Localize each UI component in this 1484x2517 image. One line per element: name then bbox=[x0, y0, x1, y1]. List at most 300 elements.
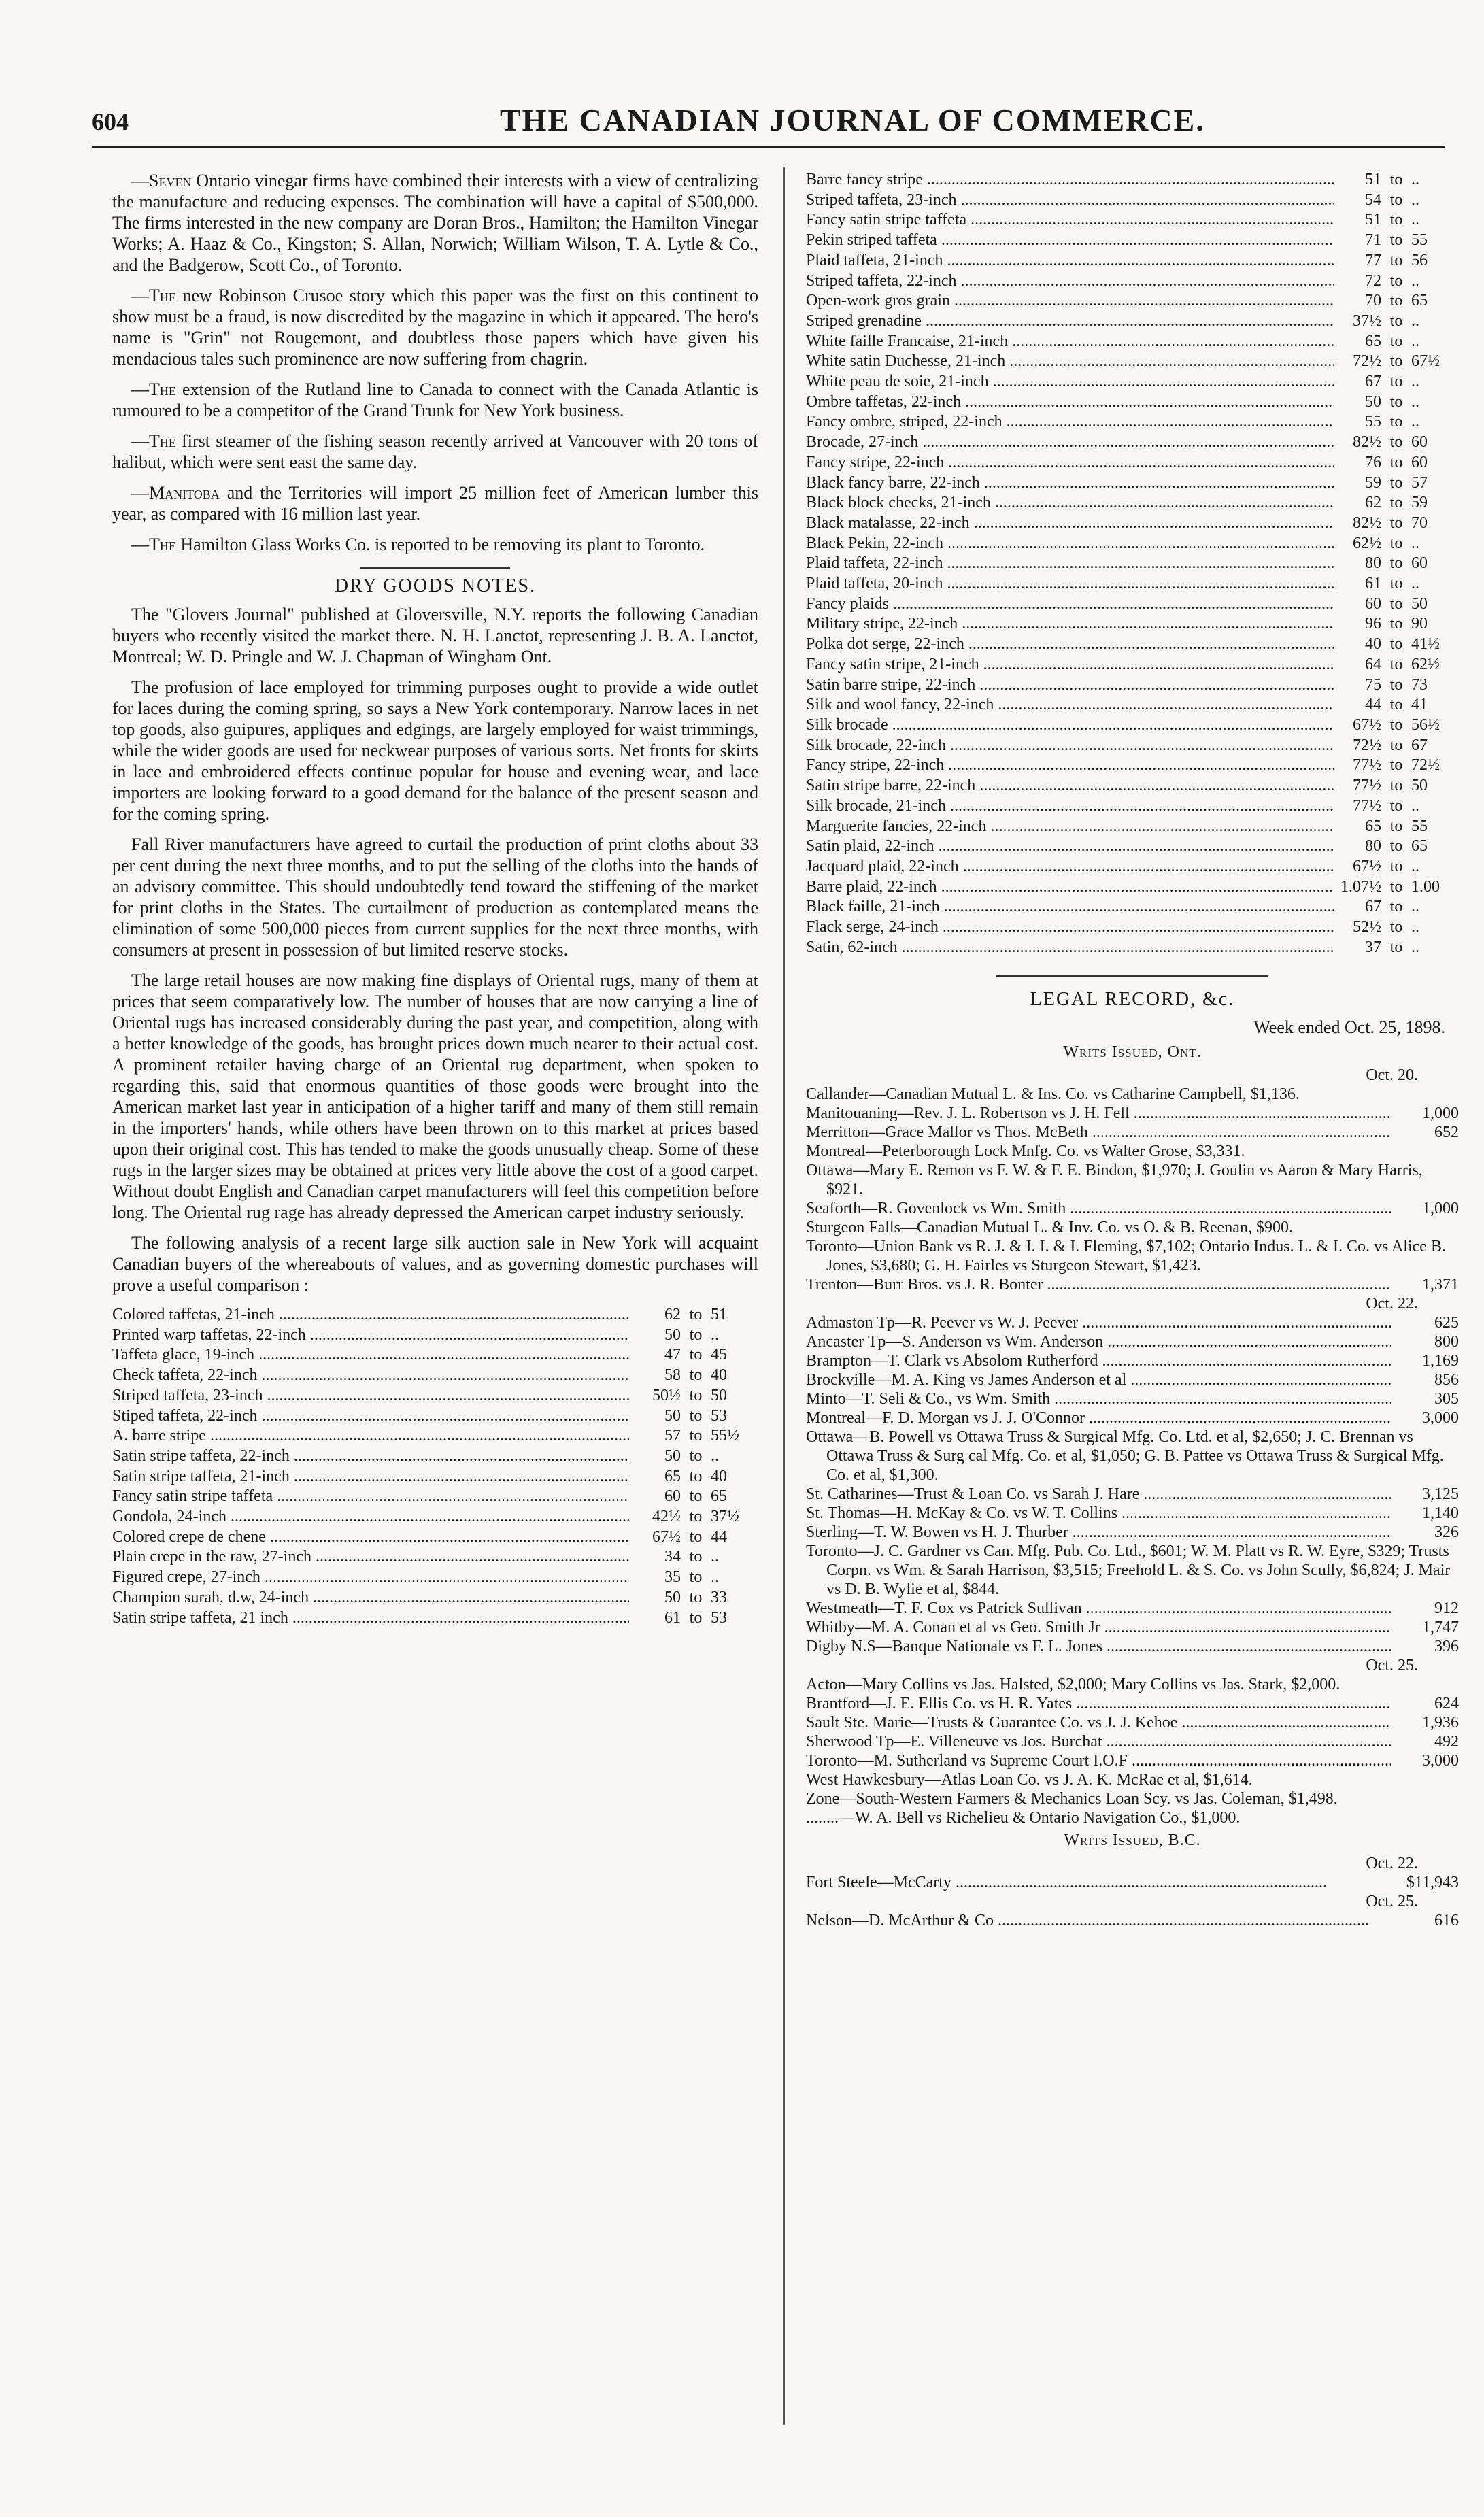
price-row bbox=[806, 493, 1459, 513]
legal-record bbox=[806, 1808, 1459, 1827]
price-row bbox=[806, 372, 1459, 392]
legal-record bbox=[806, 1694, 1459, 1713]
price-high: .. bbox=[1411, 938, 1459, 958]
right-column bbox=[806, 170, 1459, 1930]
record-amount: 624 bbox=[1391, 1694, 1459, 1713]
week-ended: Week ended Oct. 25, 1898. bbox=[1253, 1017, 1445, 1038]
price-row bbox=[112, 1447, 758, 1467]
fabric-name: Satin stripe taffeta, 21 inch ..... bbox=[112, 1608, 629, 1629]
price-low: 51 bbox=[1334, 210, 1381, 231]
record-date: Oct. 22. bbox=[1366, 1855, 1418, 1873]
price-to: to bbox=[1381, 594, 1411, 615]
fabric-name: Silk brocade ..... bbox=[806, 715, 1334, 736]
price-high: 44 bbox=[711, 1527, 758, 1548]
record-text: West Hawkesbury—Atlas Loan Co. vs J. A. K. McRae et al, $1,614. bbox=[806, 1771, 1253, 1789]
price-high: 33 bbox=[711, 1588, 758, 1608]
record-amount: 800 bbox=[1391, 1332, 1459, 1351]
price-high: .. bbox=[1411, 271, 1459, 292]
price-row bbox=[806, 210, 1459, 231]
price-high: 73 bbox=[1411, 675, 1459, 696]
price-high: 40 bbox=[711, 1366, 758, 1386]
journal-title: THE CANADIAN JOURNAL OF COMMERCE. bbox=[500, 103, 1205, 137]
price-to: to bbox=[1381, 453, 1411, 473]
price-low: 67½ bbox=[1334, 715, 1381, 736]
price-to: to bbox=[1381, 877, 1411, 898]
record-text: Ottawa—B. Powell vs Ottawa Truss & Surgical Mfg. Co. Ltd. et al, $2,650; J. C. Brennan vs Ottawa Truss & Surg cal Mfg. Co. et al, $1,050; G. B. Pattee vs Ottawa Truss & Surgical Mfg. Co. et al, $1,300. bbox=[806, 1428, 1444, 1485]
fabric-name: Silk brocade, 22-inch ..... bbox=[806, 736, 1334, 756]
fabric-name: Colored taffetas, 21-inch ..... bbox=[112, 1305, 629, 1325]
price-row bbox=[806, 877, 1459, 898]
price-row bbox=[806, 554, 1459, 574]
fabric-name: Plaid taffeta, 22-inch ..... bbox=[806, 554, 1334, 574]
price-high: .. bbox=[1411, 574, 1459, 594]
legal-record bbox=[806, 1408, 1459, 1428]
price-high: 50 bbox=[1411, 594, 1459, 615]
fabric-name: Silk brocade, 21-inch ..... bbox=[806, 796, 1334, 817]
fabric-name: Fancy satin stripe taffeta ..... bbox=[806, 210, 1334, 231]
price-row bbox=[806, 231, 1459, 251]
price-to: to bbox=[1381, 736, 1411, 756]
price-row bbox=[806, 453, 1459, 473]
legal-record bbox=[806, 1104, 1459, 1123]
price-to: to bbox=[681, 1507, 711, 1527]
legal-record bbox=[806, 1599, 1459, 1618]
price-row bbox=[806, 695, 1459, 715]
price-row bbox=[806, 170, 1459, 190]
record-text: Zone—South-Western Farmers & Mechanics Loan Scy. vs Jas. Coleman, $1,498. bbox=[806, 1790, 1338, 1808]
news-item bbox=[112, 285, 758, 369]
price-low: 50 bbox=[629, 1447, 681, 1467]
price-to: to bbox=[1381, 695, 1411, 715]
record-text: Minto—T. Seli & Co., vs Wm. Smith ..... bbox=[806, 1389, 1391, 1408]
fabric-name: White faille Francaise, 21-inch ..... bbox=[806, 332, 1334, 352]
price-high: 67½ bbox=[1411, 352, 1459, 372]
price-low: 58 bbox=[629, 1366, 681, 1386]
fabric-name: Silk and wool fancy, 22-inch ..... bbox=[806, 695, 1334, 715]
price-to: to bbox=[681, 1467, 711, 1487]
legal-record bbox=[806, 1732, 1459, 1751]
legal-record bbox=[806, 1085, 1459, 1104]
legal-record bbox=[806, 1504, 1459, 1523]
record-text: Acton—Mary Collins vs Jas. Halsted, $2,000; Mary Collins vs Jas. Stark, $2,000. bbox=[806, 1676, 1340, 1694]
record-date: Oct. 22. bbox=[1366, 1295, 1418, 1313]
dry-goods-notes bbox=[112, 604, 758, 1296]
price-high: 57 bbox=[1411, 473, 1459, 494]
page-number: 604 bbox=[92, 108, 129, 135]
record-amount: 326 bbox=[1391, 1523, 1459, 1542]
legal-record bbox=[806, 1911, 1459, 1930]
price-low: 65 bbox=[629, 1467, 681, 1487]
price-low: 67½ bbox=[629, 1527, 681, 1548]
section-rule bbox=[996, 975, 1268, 977]
price-high: 72½ bbox=[1411, 756, 1459, 776]
price-to: to bbox=[681, 1305, 711, 1325]
record-amount: 3,000 bbox=[1391, 1751, 1459, 1770]
news-text: Hamilton Glass Works Co. is reported to be removing its plant to Toronto. bbox=[175, 535, 705, 554]
price-low: 77½ bbox=[1334, 756, 1381, 776]
price-to: to bbox=[1381, 534, 1411, 554]
fabric-name: Barre fancy stripe ..... bbox=[806, 170, 1334, 190]
fabric-name: Figured crepe, 27-inch ..... bbox=[112, 1568, 629, 1588]
price-to: to bbox=[1381, 756, 1411, 776]
price-to: to bbox=[1381, 817, 1411, 837]
price-to: to bbox=[1381, 271, 1411, 292]
record-text: St. Catharines—Trust & Loan Co. vs Sarah J. Hare ..... bbox=[806, 1485, 1391, 1504]
section-rule bbox=[360, 567, 510, 569]
price-to: to bbox=[681, 1547, 711, 1568]
price-low: 60 bbox=[629, 1487, 681, 1507]
price-low: 44 bbox=[1334, 695, 1381, 715]
price-low: 50 bbox=[629, 1588, 681, 1608]
price-row bbox=[806, 190, 1459, 211]
price-to: to bbox=[681, 1568, 711, 1588]
price-low: 80 bbox=[1334, 837, 1381, 857]
price-row bbox=[806, 251, 1459, 271]
price-row bbox=[112, 1568, 758, 1588]
fabric-name: Black faille, 21-inch ..... bbox=[806, 897, 1334, 917]
price-row bbox=[112, 1305, 758, 1325]
writs-bc bbox=[806, 1854, 1459, 1930]
news-item bbox=[112, 430, 758, 473]
price-low: 67½ bbox=[1334, 857, 1381, 877]
fabric-name: Striped grenadine ..... bbox=[806, 311, 1334, 332]
legal-record bbox=[806, 1485, 1459, 1504]
price-row bbox=[806, 796, 1459, 817]
price-row bbox=[806, 412, 1459, 433]
fabric-name: Black fancy barre, 22-inch ..... bbox=[806, 473, 1334, 494]
record-text: St. Thomas—H. McKay & Co. vs W. T. Collins ..... bbox=[806, 1504, 1391, 1523]
price-row bbox=[112, 1406, 758, 1427]
price-to: to bbox=[1381, 574, 1411, 594]
price-row bbox=[806, 837, 1459, 857]
price-row bbox=[806, 756, 1459, 776]
price-high: 51 bbox=[711, 1305, 758, 1325]
writs-ontario bbox=[806, 1066, 1459, 1827]
legal-record bbox=[806, 1618, 1459, 1637]
price-row bbox=[806, 635, 1459, 655]
price-to: to bbox=[1381, 938, 1411, 958]
legal-record bbox=[806, 1770, 1459, 1789]
record-text: Manitouaning—Rev. J. L. Robertson vs J. H. Fell ..... bbox=[806, 1104, 1391, 1123]
price-row bbox=[112, 1467, 758, 1487]
record-text: Toronto—Union Bank vs R. J. & I. I. & I. Fleming, $7,102; Ontario Indus. L. & I. Co. vs Alice B. Jones, $3,680; G. H. Fairles vs Sturgeon Stewart, $1,423. bbox=[806, 1238, 1446, 1275]
price-high: .. bbox=[1411, 917, 1459, 938]
price-row bbox=[112, 1386, 758, 1406]
legal-record bbox=[806, 1142, 1459, 1161]
price-row bbox=[112, 1345, 758, 1366]
price-to: to bbox=[681, 1487, 711, 1507]
price-low: 37 bbox=[1334, 938, 1381, 958]
price-row bbox=[806, 291, 1459, 311]
price-to: to bbox=[1381, 412, 1411, 433]
legal-record bbox=[806, 1332, 1459, 1351]
price-to: to bbox=[1381, 554, 1411, 574]
price-low: 72½ bbox=[1334, 352, 1381, 372]
news-lead: —Seven bbox=[131, 171, 192, 190]
news-lead: —The bbox=[131, 535, 176, 554]
fabric-name: Flack serge, 24-inch ..... bbox=[806, 917, 1334, 938]
price-low: 76 bbox=[1334, 453, 1381, 473]
price-row bbox=[806, 352, 1459, 372]
price-high: .. bbox=[1411, 857, 1459, 877]
price-high: 62½ bbox=[1411, 655, 1459, 675]
record-text: Callander—Canadian Mutual L. & Ins. Co. vs Catharine Campbell, $1,136. bbox=[806, 1085, 1300, 1104]
legal-record bbox=[806, 1199, 1459, 1218]
price-to: to bbox=[1381, 655, 1411, 675]
price-to: to bbox=[1381, 210, 1411, 231]
price-row bbox=[806, 675, 1459, 696]
fabric-name: Barre plaid, 22-inch ..... bbox=[806, 877, 1334, 898]
price-to: to bbox=[1381, 251, 1411, 271]
price-low: 34 bbox=[629, 1547, 681, 1568]
price-low: 1.07½ bbox=[1334, 877, 1381, 898]
price-to: to bbox=[1381, 493, 1411, 513]
price-low: 72 bbox=[1334, 271, 1381, 292]
price-high: .. bbox=[1411, 311, 1459, 332]
price-high: .. bbox=[1411, 534, 1459, 554]
price-to: to bbox=[1381, 231, 1411, 251]
price-to: to bbox=[681, 1588, 711, 1608]
price-low: 62 bbox=[629, 1305, 681, 1325]
price-low: 50 bbox=[1334, 392, 1381, 413]
price-high: 45 bbox=[711, 1345, 758, 1366]
fabric-name: Plaid taffeta, 20-inch ..... bbox=[806, 574, 1334, 594]
fabric-name: Jacquard plaid, 22-inch ..... bbox=[806, 857, 1334, 877]
price-low: 77½ bbox=[1334, 796, 1381, 817]
legal-record bbox=[806, 1218, 1459, 1237]
news-text: extension of the Rutland line to Canada to connect with the Canada Atlantic is rumoured to be a competitor of the Grand Trunk for New York business. bbox=[112, 379, 758, 420]
price-low: 61 bbox=[629, 1608, 681, 1629]
price-high: 55 bbox=[1411, 231, 1459, 251]
price-low: 70 bbox=[1334, 291, 1381, 311]
record-date: Oct. 25. bbox=[1366, 1893, 1418, 1911]
fabric-name: Fancy satin stripe taffeta ..... bbox=[112, 1487, 629, 1507]
price-row bbox=[806, 513, 1459, 534]
price-row bbox=[112, 1366, 758, 1386]
price-row bbox=[806, 776, 1459, 796]
legal-record bbox=[806, 1237, 1459, 1275]
price-to: to bbox=[681, 1608, 711, 1629]
price-low: 65 bbox=[1334, 817, 1381, 837]
record-date: Oct. 25. bbox=[1366, 1657, 1418, 1675]
record-text: Montreal—Peterborough Lock Mnfg. Co. vs Walter Grose, $3,331. bbox=[806, 1143, 1245, 1161]
record-amount: 305 bbox=[1391, 1389, 1459, 1408]
price-row bbox=[806, 736, 1459, 756]
price-high: .. bbox=[1411, 796, 1459, 817]
record-text: Sault Ste. Marie—Trusts & Guarantee Co. vs J. J. Kehoe ..... bbox=[806, 1713, 1391, 1732]
price-to: to bbox=[1381, 190, 1411, 211]
record-amount: 492 bbox=[1391, 1732, 1459, 1751]
header-rule bbox=[92, 146, 1445, 148]
record-text: Brockville—M. A. King vs James Anderson et al ..... bbox=[806, 1370, 1391, 1389]
record-text: Sturgeon Falls—Canadian Mutual L. & Inv. Co. vs O. & B. Reenan, $900. bbox=[806, 1219, 1293, 1237]
fabric-name: Fancy stripe, 22-inch ..... bbox=[806, 756, 1334, 776]
price-high: .. bbox=[711, 1568, 758, 1588]
record-amount: 1,169 bbox=[1391, 1351, 1459, 1370]
record-text: Merritton—Grace Mallor vs Thos. McBeth ..... bbox=[806, 1123, 1391, 1142]
legal-record bbox=[806, 1789, 1459, 1808]
record-amount: 616 bbox=[1391, 1911, 1459, 1930]
price-high: .. bbox=[1411, 372, 1459, 392]
price-row bbox=[806, 271, 1459, 292]
price-to: to bbox=[1381, 372, 1411, 392]
news-text: Ontario vinegar firms have combined their interests with a view of centralizing the manufacture and reducing expenses. The combination will have a capital of $500,000. The firms interested in the new company are Doran Bros., Hamilton; the Hamilton Vinegar Works; A. Haaz & Co., Kingston; S. Allan, Norwich; William Wilson, T. A. Lytle & Co., and the Badgerow, Scott Co., of Toronto. bbox=[112, 171, 758, 275]
price-row bbox=[112, 1608, 758, 1629]
fabric-name: Open-work gros grain ..... bbox=[806, 291, 1334, 311]
price-high: .. bbox=[1411, 412, 1459, 433]
record-text: Fort Steele—McCarty ..... bbox=[806, 1873, 1391, 1892]
price-high: 37½ bbox=[711, 1507, 758, 1527]
price-low: 67 bbox=[1334, 897, 1381, 917]
price-high: 41½ bbox=[1411, 635, 1459, 655]
price-row bbox=[112, 1547, 758, 1568]
fabric-name: Satin stripe taffeta, 22-inch ..... bbox=[112, 1447, 629, 1467]
fabric-name: White peau de soie, 21-inch ..... bbox=[806, 372, 1334, 392]
price-high: 53 bbox=[711, 1406, 758, 1427]
price-to: to bbox=[1381, 332, 1411, 352]
price-high: 60 bbox=[1411, 433, 1459, 453]
legal-record bbox=[806, 1873, 1459, 1892]
price-low: 35 bbox=[629, 1568, 681, 1588]
record-amount: 3,000 bbox=[1391, 1408, 1459, 1428]
dry-goods-paragraph: The profusion of lace employed for trimming purposes ought to provide a wide outlet for laces during the coming spring, so says a New York contemporary. Narrow laces in net top goods, also guipures, appliques and edgings, are largely employed for waist trimmings, while the wider goods are used for neckwear purposes of various sorts. Net fronts for skirts in lace and embroidered effects continue popular for house and evening wear, and lace importers are looking forward to a good demand for the balance of the present season and for the coming spring. bbox=[112, 677, 758, 824]
price-high: .. bbox=[711, 1325, 758, 1346]
price-high: .. bbox=[711, 1447, 758, 1467]
price-low: 64 bbox=[1334, 655, 1381, 675]
fabric-name: A. barre stripe ..... bbox=[112, 1426, 629, 1447]
price-to: to bbox=[681, 1426, 711, 1447]
legal-record bbox=[806, 1751, 1459, 1770]
price-low: 67 bbox=[1334, 372, 1381, 392]
price-low: 54 bbox=[1334, 190, 1381, 211]
price-low: 47 bbox=[629, 1345, 681, 1366]
fabric-name: Satin, 62-inch ..... bbox=[806, 938, 1334, 958]
price-low: 55 bbox=[1334, 412, 1381, 433]
record-text: Ottawa—Mary E. Remon vs F. W. & F. E. Bindon, $1,970; J. Goulin vs Aaron & Mary Harris, $921. bbox=[806, 1162, 1423, 1199]
price-high: 60 bbox=[1411, 453, 1459, 473]
price-high: .. bbox=[1411, 392, 1459, 413]
price-row bbox=[806, 917, 1459, 938]
price-to: to bbox=[1381, 776, 1411, 796]
news-lead: —The bbox=[131, 431, 176, 451]
price-row bbox=[806, 614, 1459, 635]
fabric-name: Brocade, 27-inch ..... bbox=[806, 433, 1334, 453]
price-low: 51 bbox=[1334, 170, 1381, 190]
price-row bbox=[806, 574, 1459, 594]
price-row bbox=[806, 534, 1459, 554]
price-row bbox=[806, 311, 1459, 332]
price-high: 1.00 bbox=[1411, 877, 1459, 898]
legal-record bbox=[806, 1313, 1459, 1332]
fabric-name: Marguerite fancies, 22-inch ..... bbox=[806, 817, 1334, 837]
record-text: Trenton—Burr Bros. vs J. R. Bonter ..... bbox=[806, 1275, 1391, 1294]
fabric-name: Fancy ombre, striped, 22-inch ..... bbox=[806, 412, 1334, 433]
price-high: .. bbox=[1411, 332, 1459, 352]
price-high: 55½ bbox=[711, 1426, 758, 1447]
price-high: 59 bbox=[1411, 493, 1459, 513]
record-amount: 1,747 bbox=[1391, 1618, 1459, 1637]
record-text: Ancaster Tp—S. Anderson vs Wm. Anderson ..... bbox=[806, 1332, 1391, 1351]
fabric-name: Ombre taffetas, 22-inch ..... bbox=[806, 392, 1334, 413]
left-column bbox=[112, 170, 758, 1628]
fabric-name: Black matalasse, 22-inch ..... bbox=[806, 513, 1334, 534]
price-row bbox=[806, 594, 1459, 615]
news-lead: —Manitoba bbox=[131, 483, 220, 503]
price-to: to bbox=[1381, 433, 1411, 453]
legal-record bbox=[806, 1123, 1459, 1142]
record-text: Westmeath—T. F. Cox vs Patrick Sullivan ..... bbox=[806, 1599, 1391, 1618]
price-high: 50 bbox=[1411, 776, 1459, 796]
price-to: to bbox=[681, 1527, 711, 1548]
fabric-name: Printed warp taffetas, 22-inch ..... bbox=[112, 1325, 629, 1346]
price-to: to bbox=[681, 1447, 711, 1467]
price-to: to bbox=[1381, 796, 1411, 817]
fabric-name: Gondola, 24-inch ..... bbox=[112, 1507, 629, 1527]
record-text: Sterling—T. W. Bowen vs H. J. Thurber ..... bbox=[806, 1523, 1391, 1542]
fabric-name: Plain crepe in the raw, 27-inch ..... bbox=[112, 1547, 629, 1568]
price-high: .. bbox=[1411, 190, 1459, 211]
writs-ontario-title: Writs Issued, Ont. bbox=[1063, 1043, 1202, 1062]
price-low: 71 bbox=[1334, 231, 1381, 251]
record-text: Toronto—J. C. Gardner vs Can. Mfg. Pub. Co. Ltd., $601; W. M. Platt vs R. W. Eyre, $329; Trusts Corpn. vs Wm. & Sarah Harrison, $3,515; Freehold L. & S. Co. vs John Scully, $6,824; J. Mair vs D. B. Wylie et al, $844. bbox=[806, 1542, 1451, 1599]
price-high: .. bbox=[1411, 170, 1459, 190]
legal-record bbox=[806, 1637, 1459, 1656]
price-low: 52½ bbox=[1334, 917, 1381, 938]
news-item bbox=[112, 534, 758, 555]
record-text: Montreal—F. D. Morgan vs J. J. O'Connor ..... bbox=[806, 1408, 1391, 1428]
record-amount: 1,936 bbox=[1391, 1713, 1459, 1732]
dry-goods-paragraph: The "Glovers Journal" published at Gloversville, N.Y. reports the following Canadian buyers who recently visited the market there. N. H. Lanctot, representing J. B. A. Lanctot, Montreal; W. D. Pringle and W. J. Chapman of Wingham Ont. bbox=[112, 605, 758, 666]
price-low: 42½ bbox=[629, 1507, 681, 1527]
fabric-name: Satin stripe taffeta, 21-inch ..... bbox=[112, 1467, 629, 1487]
price-low: 37½ bbox=[1334, 311, 1381, 332]
record-amount: $11,943 bbox=[1391, 1873, 1459, 1892]
legal-record bbox=[806, 1523, 1459, 1542]
price-row bbox=[112, 1527, 758, 1548]
price-high: 56½ bbox=[1411, 715, 1459, 736]
price-high: 56 bbox=[1411, 251, 1459, 271]
price-to: to bbox=[681, 1406, 711, 1427]
record-amount: 1,000 bbox=[1391, 1199, 1459, 1218]
price-high: 55 bbox=[1411, 817, 1459, 837]
fabric-name: Black Pekin, 22-inch ..... bbox=[806, 534, 1334, 554]
dry-goods-paragraph: The following analysis of a recent large silk auction sale in New York will acquaint Canadian buyers of the whereabouts of values, and as governing domestic purchases will prove a useful comparison : bbox=[112, 1233, 758, 1295]
price-row bbox=[112, 1325, 758, 1346]
price-row bbox=[112, 1588, 758, 1608]
price-low: 50 bbox=[629, 1406, 681, 1427]
fabric-name: Fancy stripe, 22-inch ..... bbox=[806, 453, 1334, 473]
record-date: Oct. 20. bbox=[1366, 1066, 1418, 1085]
price-low: 62½ bbox=[1334, 534, 1381, 554]
news-text: and the Territories will import 25 million feet of American lumber this year, as compared with 16 million last year. bbox=[112, 483, 758, 524]
record-amount: 3,125 bbox=[1391, 1485, 1459, 1504]
record-text: Sherwood Tp—E. Villeneuve vs Jos. Burchat ..... bbox=[806, 1732, 1391, 1751]
price-low: 57 bbox=[629, 1426, 681, 1447]
price-row bbox=[806, 433, 1459, 453]
dry-goods-title: DRY GOODS NOTES. bbox=[334, 575, 537, 596]
price-row bbox=[806, 473, 1459, 494]
price-to: to bbox=[1381, 635, 1411, 655]
price-to: to bbox=[1381, 614, 1411, 635]
fabric-name: Satin plaid, 22-inch ..... bbox=[806, 837, 1334, 857]
legal-record bbox=[806, 1161, 1459, 1199]
fabric-name: Satin stripe barre, 22-inch ..... bbox=[806, 776, 1334, 796]
news-text: first steamer of the fishing season recently arrived at Vancouver with 20 tons of halibut, which were sent east the same day. bbox=[112, 431, 758, 472]
fabric-name: Taffeta glace, 19-inch ..... bbox=[112, 1345, 629, 1366]
price-to: to bbox=[1381, 675, 1411, 696]
fabric-name: Fancy plaids ..... bbox=[806, 594, 1334, 615]
price-row bbox=[806, 655, 1459, 675]
